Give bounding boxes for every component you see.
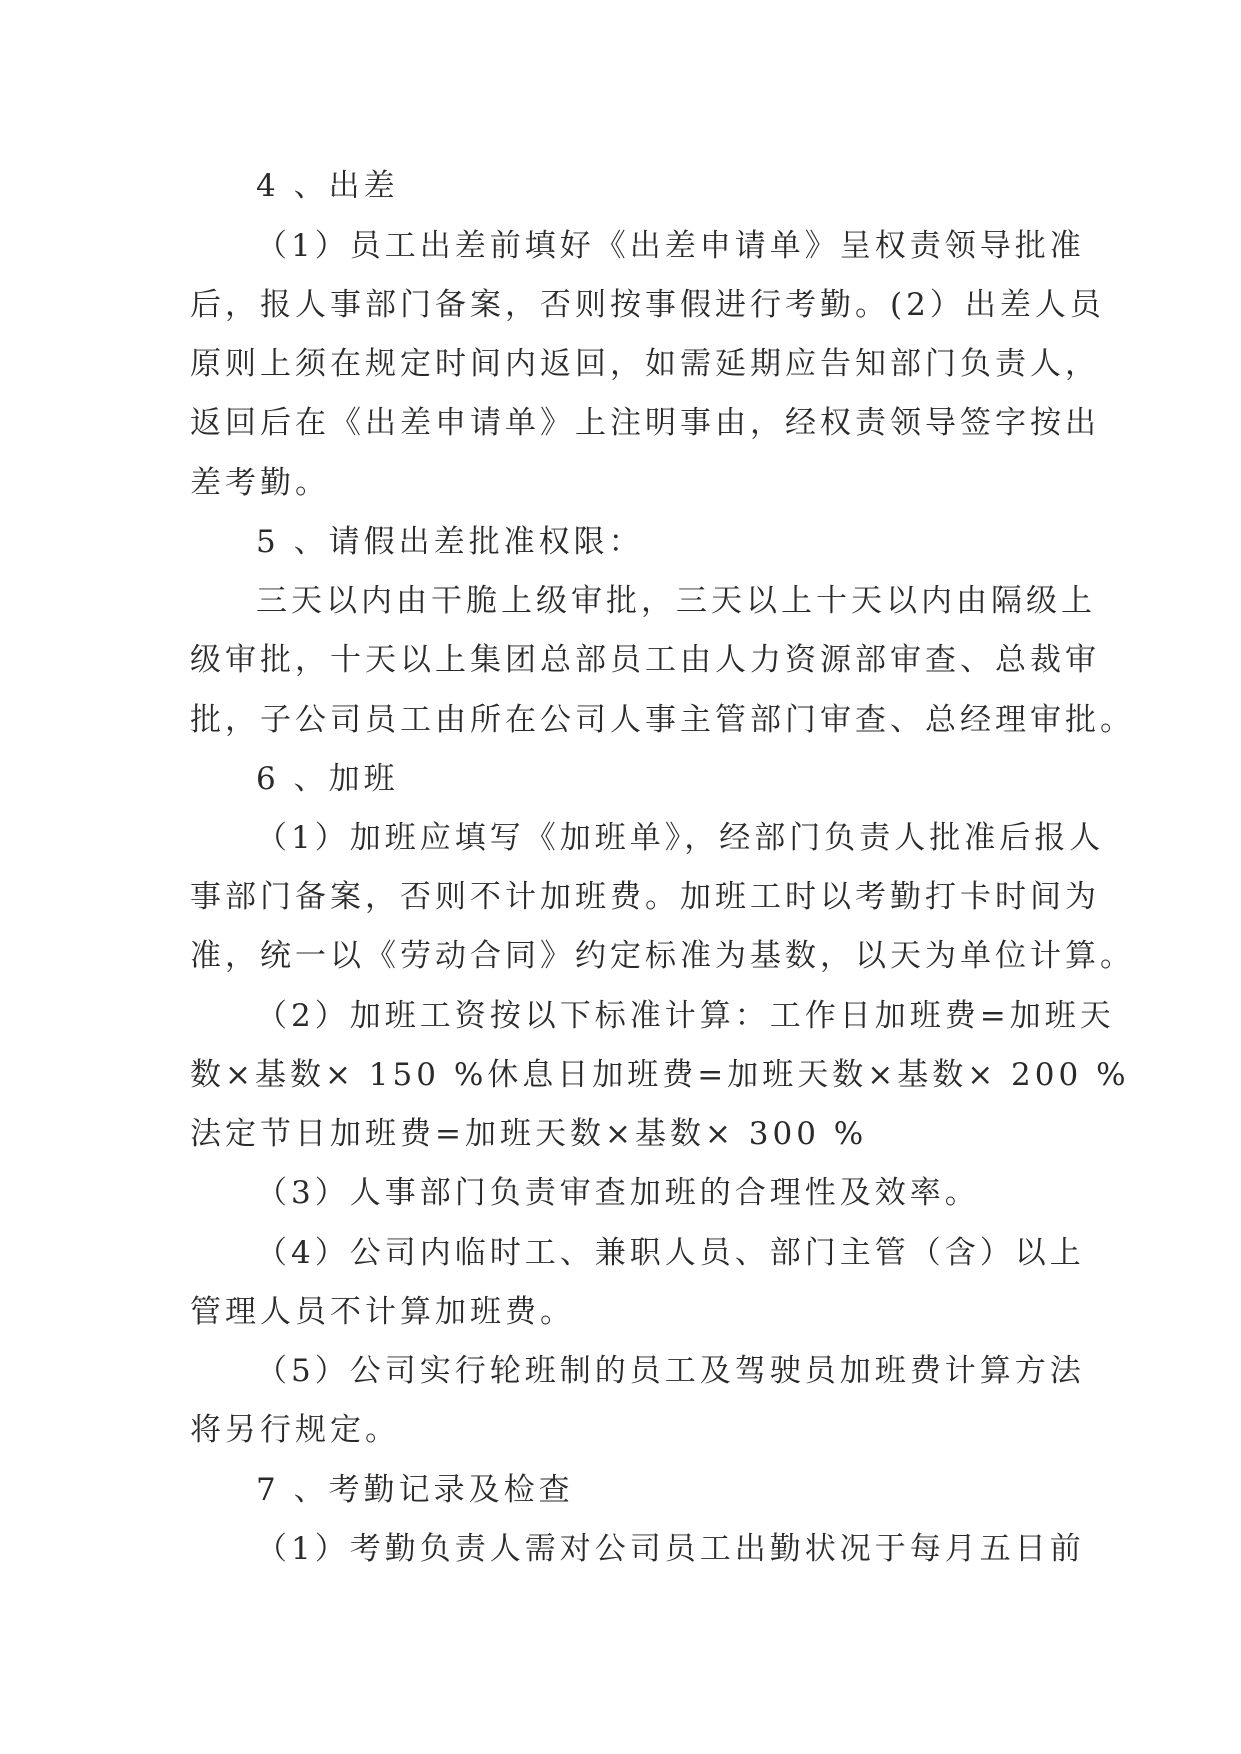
paragraph-line: （2）加班工资按以下标准计算：工作日加班费=加班天 [256,998,1115,1034]
paragraph-line: 事部门备案，否则不计加班费。加班工时以考勤打卡时间为 [190,879,1100,915]
section-heading-7: 7 、考勤记录及检查 [256,1472,574,1508]
paragraph-line: 差考勤。 [190,465,330,501]
section-heading-5: 5 、请假出差批准权限： [256,524,644,560]
paragraph-line: （4）公司内临时工、兼职人员、部门主管（含）以上 [256,1235,1085,1271]
paragraph-line: 批，子公司员工由所在公司人事主管部门审查、总经理审批。 [190,702,1135,738]
paragraph-line: 数×基数× 150 %休息日加班费=加班天数×基数× 200 % [190,1057,1130,1093]
paragraph-line: 三天以内由干脆上级审批，三天以上十天以内由隔级上 [256,583,1096,619]
paragraph-line: 返回后在《出差申请单》上注明事由，经权责领导签字按出 [190,405,1100,441]
paragraph-line: 将另行规定。 [190,1412,400,1448]
paragraph-line: （1）加班应填写《加班单》，经部门负责人批准后报人 [256,820,1105,856]
paragraph-line: （5）公司实行轮班制的员工及驾驶员加班费计算方法 [256,1353,1085,1389]
paragraph-line: （1）考勤负责人需对公司员工出勤状况于每月五日前 [256,1531,1085,1567]
paragraph-line: 管理人员不计算加班费。 [190,1294,575,1330]
paragraph-line: （3）人事部门负责审查加班的合理性及效率。 [256,1175,980,1211]
paragraph-line: 法定节日加班费=加班天数×基数× 300 % [190,1116,868,1152]
paragraph-line: 后，报人事部门备案，否则按事假进行考勤。(2）出差人员 [190,287,1105,323]
paragraph-line: （1）员工出差前填好《出差申请单》呈权责领导批准 [256,228,1085,264]
paragraph-line: 原则上须在规定时间内返回，如需延期应告知部门负责人， [190,346,1100,382]
paragraph-line: 级审批，十天以上集团总部员工由人力资源部审查、总裁审 [190,642,1100,678]
paragraph-line: 准，统一以《劳动合同》约定标准为基数，以天为单位计算。 [190,938,1135,974]
section-heading-6: 6 、加班 [256,761,399,797]
section-heading-4: 4 、出差 [256,168,399,204]
